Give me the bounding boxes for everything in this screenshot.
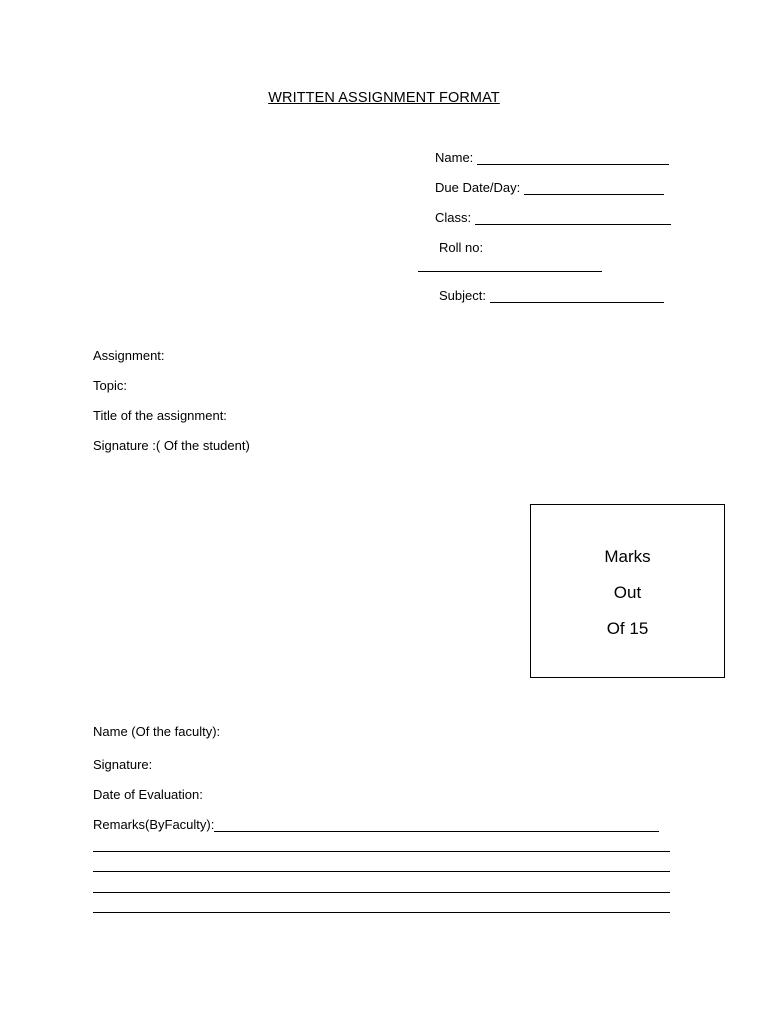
marks-box-line-3: Of 15 — [606, 619, 649, 638]
remarks-field[interactable] — [93, 817, 659, 832]
class-label: Class: — [435, 210, 472, 225]
subject-field[interactable] — [439, 288, 664, 303]
due-date-label: Due Date/Day: — [435, 180, 521, 195]
marks-box — [530, 504, 725, 678]
remarks-blank-line-2[interactable] — [93, 851, 670, 852]
remarks-blank-line-4[interactable] — [93, 892, 670, 893]
subject-label: Subject: — [439, 288, 486, 303]
student-name-field[interactable] — [435, 150, 669, 165]
faculty-signature-label: Signature: — [93, 757, 153, 772]
remarks-label: Remarks(ByFaculty): — [93, 817, 215, 832]
remarks-blank-line-1[interactable] — [214, 819, 659, 832]
student-name-blank-line[interactable] — [477, 152, 669, 165]
assignment-title-label: Title of the assignment: — [93, 408, 227, 423]
marks-box-line-2: Out — [613, 583, 642, 602]
due-date-blank-line[interactable] — [524, 182, 664, 195]
due-date-field[interactable] — [435, 180, 664, 195]
student-signature-label: Signature :( Of the student) — [93, 438, 250, 453]
class-field[interactable] — [435, 210, 671, 225]
roll-no-blank-line[interactable] — [418, 271, 602, 272]
subject-blank-line[interactable] — [490, 290, 664, 303]
class-blank-line[interactable] — [475, 212, 671, 225]
remarks-blank-line-5[interactable] — [93, 912, 670, 913]
marks-box-line-1: Marks — [604, 547, 651, 566]
topic-label: Topic: — [93, 378, 127, 393]
evaluation-date-label: Date of Evaluation: — [93, 787, 203, 802]
faculty-name-label: Name (Of the faculty): — [93, 724, 221, 739]
student-name-label: Name: — [435, 150, 474, 165]
roll-no-label: Roll no: — [439, 240, 484, 255]
assignment-label: Assignment: — [93, 348, 165, 363]
document-title: WRITTEN ASSIGNMENT FORMAT — [268, 90, 500, 106]
remarks-blank-line-3[interactable] — [93, 871, 670, 872]
